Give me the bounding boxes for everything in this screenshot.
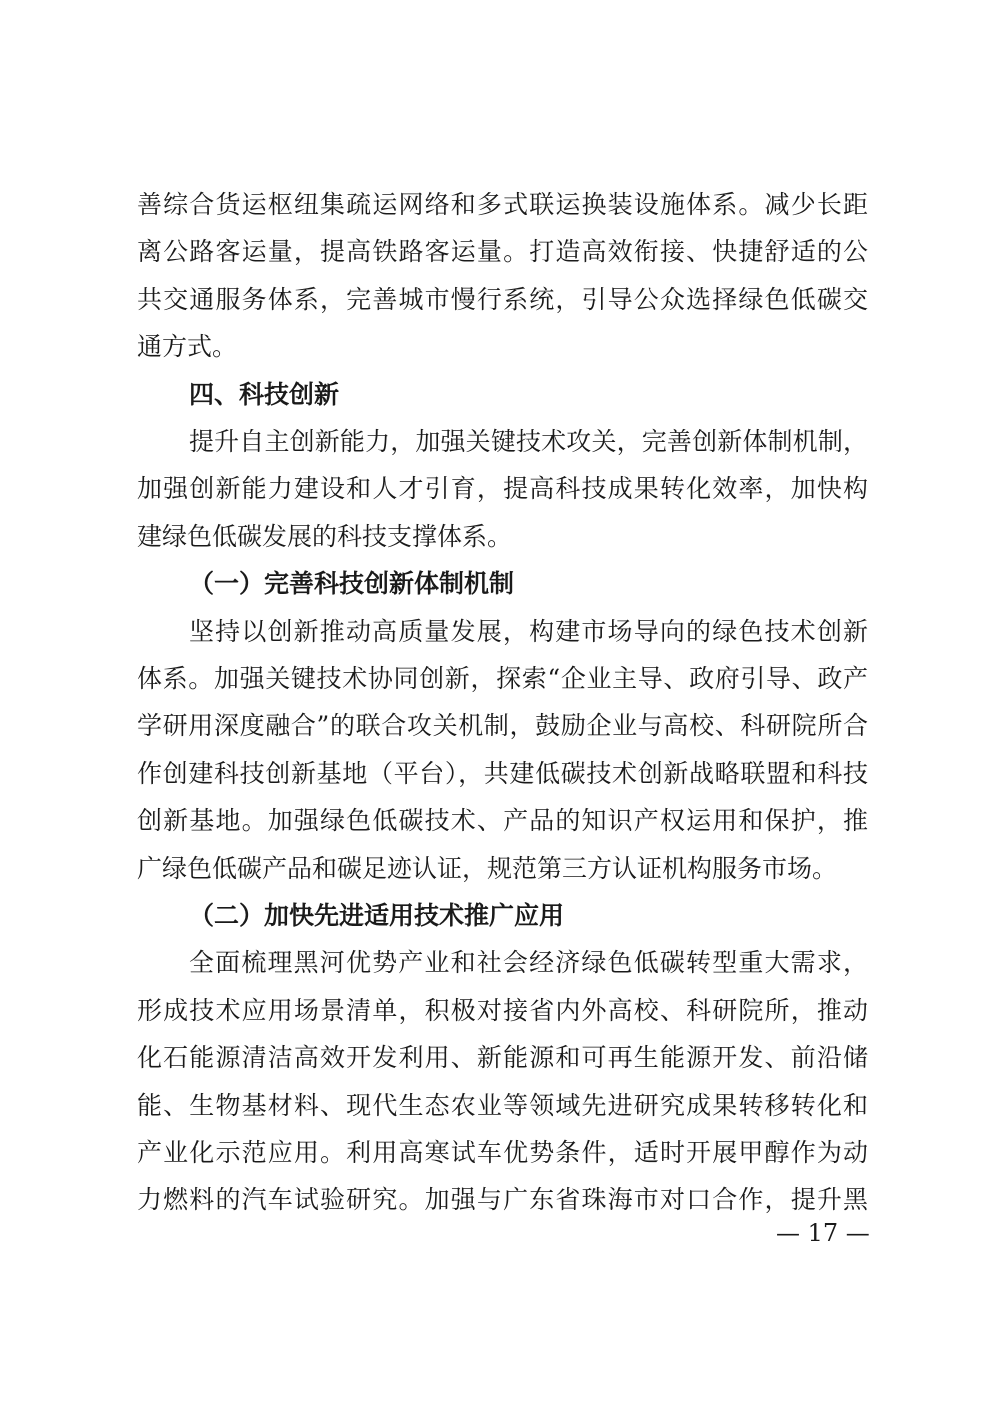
paragraph-line: 提升自主创新能力，加强关键技术攻关，完善创新体制机制， (189, 427, 868, 456)
paragraph-line: 创新基地。加强绿色低碳技术、产品的知识产权运用和保护，推 (137, 806, 868, 835)
paragraph-line: 力燃料的汽车试验研究。加强与广东省珠海市对口合作，提升黑 (137, 1185, 868, 1214)
paragraph-line: 化石能源清洁高效开发利用、新能源和可再生能源开发、前沿储 (137, 1043, 868, 1072)
section-heading: （二）加快先进适用技术推广应用 (189, 901, 565, 930)
paragraph-line: 善综合货运枢纽集疏运网络和多式联运换装设施体系。减少长距 (137, 190, 868, 219)
paragraph-line: 加强创新能力建设和人才引育，提高科技成果转化效率，加快构 (137, 474, 868, 503)
paragraph-line: 建绿色低碳发展的科技支撑体系。 (137, 522, 513, 551)
paragraph-line: 形成技术应用场景清单，积极对接省内外高校、科研院所，推动 (137, 996, 868, 1025)
paragraph-line: 学研用深度融合”的联合攻关机制，鼓励企业与高校、科研院所合 (137, 711, 868, 740)
paragraph-line: 全面梳理黑河优势产业和社会经济绿色低碳转型重大需求， (189, 948, 868, 977)
page-number: — 17 — (776, 1219, 870, 1247)
paragraph-line: 能、生物基材料、现代生态农业等领域先进研究成果转移转化和 (137, 1091, 868, 1120)
section-heading: （一）完善科技创新体制机制 (189, 569, 515, 598)
paragraph-line: 共交通服务体系，完善城市慢行系统，引导公众选择绿色低碳交 (137, 285, 868, 314)
paragraph-line: 离公路客运量，提高铁路客运量。打造高效衔接、快捷舒适的公 (137, 237, 868, 266)
paragraph-line: 广绿色低碳产品和碳足迹认证，规范第三方认证机构服务市场。 (137, 854, 838, 883)
paragraph-line: 作创建科技创新基地（平台），共建低碳技术创新战略联盟和科技 (137, 759, 868, 788)
paragraph-line: 通方式。 (137, 332, 238, 361)
section-heading: 四、科技创新 (189, 380, 340, 409)
paragraph-line: 体系。加强关键技术协同创新，探索“企业主导、政府引导、政产 (137, 664, 868, 693)
paragraph-line: 产业化示范应用。利用高寒试车优势条件，适时开展甲醇作为动 (137, 1138, 868, 1167)
paragraph-line: 坚持以创新推动高质量发展，构建市场导向的绿色技术创新 (189, 617, 868, 646)
